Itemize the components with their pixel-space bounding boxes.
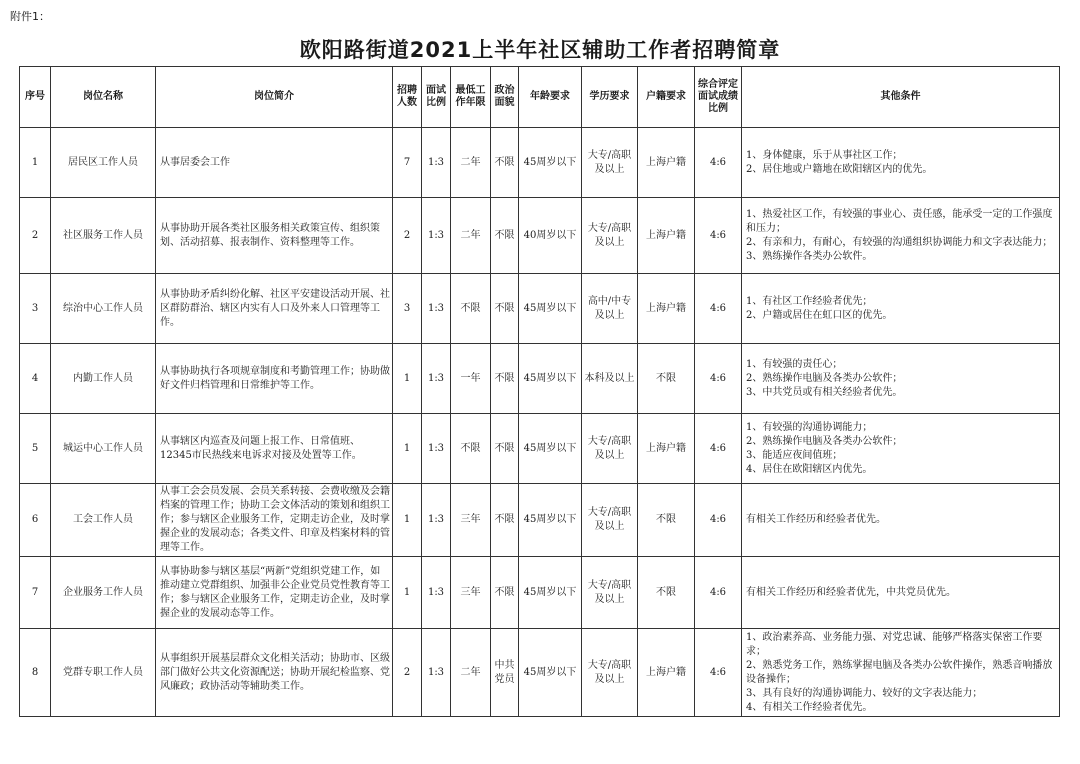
position-description: 从事协助参与辖区基层“两新”党组织党建工作，如推动建立党群组织、加强非公企业党员党性教育等工作；参与辖区企业服务工作，定期走访企业，及时掌握企业的发展动态等工作。: [156, 557, 393, 629]
hire-count: 2: [393, 629, 422, 717]
score-ratio: 4:6: [695, 128, 742, 198]
other-conditions: [742, 344, 1060, 414]
household-requirement: 不限: [638, 557, 695, 629]
interview-ratio: 1:3: [422, 629, 451, 717]
other-conditions: [742, 198, 1060, 274]
header-cell: 户籍要求: [638, 67, 695, 128]
household-requirement: 上海户籍: [638, 198, 695, 274]
condition-line: 4、有相关工作经验者优先。: [746, 701, 873, 713]
table-row: [20, 344, 1060, 414]
position-name: 内勤工作人员: [51, 344, 156, 414]
condition-line: 2、有亲和力，有耐心，有较强的沟通组织协调能力和文字表达能力；: [746, 236, 1053, 248]
household-requirement: 上海户籍: [638, 274, 695, 344]
political-status: 中共党员: [491, 629, 519, 717]
hire-count: 1: [393, 557, 422, 629]
score-ratio: 4:6: [695, 414, 742, 484]
condition-line: 1、热爱社区工作，有较强的事业心、责任感，能承受一定的工作强度和压力；: [746, 208, 1053, 234]
condition-line: 有相关工作经历和经验者优先。: [746, 514, 886, 525]
page-title: 欧阳路街道2021上半年社区辅助工作者招聘简章: [299, 38, 781, 62]
political-status: 不限: [491, 128, 519, 198]
header-cell: 序号: [20, 67, 51, 128]
table-body: [20, 128, 1060, 717]
condition-line: 1、有较强的责任心；: [746, 358, 843, 370]
condition-line: 2、居住地或户籍地在欧阳辖区内的优先。: [746, 163, 933, 175]
condition-line: 4、居住在欧阳辖区内优先。: [746, 463, 873, 475]
row-number: 5: [20, 414, 51, 484]
table-row: [20, 128, 1060, 198]
interview-ratio: 1:3: [422, 557, 451, 629]
min-work-years: 二年: [451, 629, 491, 717]
position-name: 企业服务工作人员: [51, 557, 156, 629]
condition-line: 1、有较强的沟通协调能力；: [746, 421, 873, 433]
position-description: 从事协助矛盾纠纷化解、社区平安建设活动开展、社区群防群治、辖区内实有人口及外来人口管理等工作。: [156, 274, 393, 344]
education-requirement: 大专/高职及以上: [582, 557, 638, 629]
education-requirement: 大专/高职及以上: [582, 414, 638, 484]
age-requirement: 45周岁以下: [519, 629, 582, 717]
table-row: [20, 198, 1060, 274]
score-ratio: 4:6: [695, 274, 742, 344]
position-name: 党群专职工作人员: [51, 629, 156, 717]
hire-count: 1: [393, 344, 422, 414]
age-requirement: 45周岁以下: [519, 484, 582, 557]
header-cell: 政治面貌: [491, 67, 519, 128]
header-cell: 面试比例: [422, 67, 451, 128]
hire-count: 7: [393, 128, 422, 198]
other-conditions: [742, 557, 1060, 629]
position-description: 从事组织开展基层群众文化相关活动；协助市、区级部门做好公共文化资源配送；协助开展纪检监察、党风廉政；政协活动等辅助类工作。: [156, 629, 393, 717]
other-conditions: [742, 414, 1060, 484]
condition-line: 2、熟练操作电脑及各类办公软件；: [746, 372, 903, 384]
score-ratio: 4:6: [695, 344, 742, 414]
condition-line: 2、熟悉党务工作，熟练掌握电脑及各类办公软件操作，熟悉音响播放设备操作；: [746, 659, 1053, 685]
header-cell: 其他条件: [742, 67, 1060, 128]
header-cell: 学历要求: [582, 67, 638, 128]
age-requirement: 45周岁以下: [519, 274, 582, 344]
hire-count: 1: [393, 484, 422, 557]
condition-line: 3、熟练操作各类办公软件。: [746, 250, 873, 262]
score-ratio: 4:6: [695, 557, 742, 629]
score-ratio: 4:6: [695, 629, 742, 717]
interview-ratio: 1:3: [422, 344, 451, 414]
header-cell: 招聘人数: [393, 67, 422, 128]
household-requirement: 不限: [638, 484, 695, 557]
position-name: 综治中心工作人员: [51, 274, 156, 344]
condition-line: 1、身体健康，乐于从事社区工作；: [746, 149, 903, 161]
education-requirement: 高中/中专及以上: [582, 274, 638, 344]
position-name: 居民区工作人员: [51, 128, 156, 198]
age-requirement: 40周岁以下: [519, 198, 582, 274]
header-cell: 最低工作年限: [451, 67, 491, 128]
condition-line: 2、熟练操作电脑及各类办公软件；: [746, 435, 903, 447]
hire-count: 1: [393, 414, 422, 484]
education-requirement: 大专/高职及以上: [582, 128, 638, 198]
education-requirement: 大专/高职及以上: [582, 484, 638, 557]
table-row: [20, 484, 1060, 557]
hire-count: 2: [393, 198, 422, 274]
condition-line: 2、户籍或居住在虹口区的优先。: [746, 309, 893, 321]
row-number: 8: [20, 629, 51, 717]
condition-line: 1、有社区工作经验者优先；: [746, 295, 873, 307]
political-status: 不限: [491, 484, 519, 557]
interview-ratio: 1:3: [422, 484, 451, 557]
score-ratio: 4:6: [695, 484, 742, 557]
education-requirement: 本科及以上: [582, 344, 638, 414]
other-conditions: [742, 484, 1060, 557]
header-cell: 年龄要求: [519, 67, 582, 128]
row-number: 3: [20, 274, 51, 344]
age-requirement: 45周岁以下: [519, 414, 582, 484]
position-description: 从事协助执行各项规章制度和考勤管理工作；协助做好文件归档管理和日常维护等工作。: [156, 344, 393, 414]
row-number: 2: [20, 198, 51, 274]
political-status: 不限: [491, 414, 519, 484]
interview-ratio: 1:3: [422, 128, 451, 198]
political-status: 不限: [491, 344, 519, 414]
age-requirement: 45周岁以下: [519, 128, 582, 198]
min-work-years: 三年: [451, 484, 491, 557]
row-number: 4: [20, 344, 51, 414]
other-conditions: [742, 274, 1060, 344]
household-requirement: 上海户籍: [638, 128, 695, 198]
position-description: 从事协助开展各类社区服务相关政策宣传、组织策划、活动招募、报表制作、资料整理等工作。: [156, 198, 393, 274]
header-cell: 岗位名称: [51, 67, 156, 128]
condition-line: 3、具有良好的沟通协调能力、较好的文字表达能力；: [746, 687, 983, 699]
political-status: 不限: [491, 274, 519, 344]
row-number: 1: [20, 128, 51, 198]
header-cell: 综合评定面试成绩比例: [695, 67, 742, 128]
position-name: 城运中心工作人员: [51, 414, 156, 484]
interview-ratio: 1:3: [422, 198, 451, 274]
min-work-years: 一年: [451, 344, 491, 414]
political-status: 不限: [491, 198, 519, 274]
interview-ratio: 1:3: [422, 274, 451, 344]
min-work-years: 二年: [451, 128, 491, 198]
header-row: [20, 67, 1060, 128]
min-work-years: 不限: [451, 414, 491, 484]
position-description: 从事居委会工作: [156, 128, 393, 198]
age-requirement: 45周岁以下: [519, 344, 582, 414]
table-row: [20, 557, 1060, 629]
table-row: [20, 414, 1060, 484]
min-work-years: 三年: [451, 557, 491, 629]
household-requirement: 上海户籍: [638, 629, 695, 717]
political-status: 不限: [491, 557, 519, 629]
other-conditions: [742, 629, 1060, 717]
table-row: [20, 629, 1060, 717]
attachment-label: 附件1：: [10, 10, 50, 23]
min-work-years: 二年: [451, 198, 491, 274]
header-cell: 岗位简介: [156, 67, 393, 128]
condition-line: 有相关工作经历和经验者优先，中共党员优先。: [746, 586, 956, 598]
household-requirement: 不限: [638, 344, 695, 414]
other-conditions: [742, 128, 1060, 198]
condition-line: 3、能适应夜间值班；: [746, 449, 843, 461]
score-ratio: 4:6: [695, 198, 742, 274]
household-requirement: 上海户籍: [638, 414, 695, 484]
education-requirement: 大专/高职及以上: [582, 629, 638, 717]
education-requirement: 大专/高职及以上: [582, 198, 638, 274]
position-description: 从事工会会员发展、会员关系转接、会费收缴及会籍档案的管理工作；协助工会文体活动的策划和组织工作；参与辖区企业服务工作，定期走访企业，及时掌握企业的发展动态；各类文件、印章及档案材料的管理等工作。: [156, 484, 393, 557]
hire-count: 3: [393, 274, 422, 344]
recruitment-table: [19, 66, 1060, 717]
row-number: 6: [20, 484, 51, 557]
condition-line: 3、中共党员或有相关经验者优先。: [746, 386, 903, 398]
min-work-years: 不限: [451, 274, 491, 344]
age-requirement: 45周岁以下: [519, 557, 582, 629]
table-row: [20, 274, 1060, 344]
condition-line: 1、政治素养高、业务能力强、对党忠诚、能够严格落实保密工作要求；: [746, 631, 1043, 657]
position-name: 社区服务工作人员: [51, 198, 156, 274]
position-name: 工会工作人员: [51, 484, 156, 557]
interview-ratio: 1:3: [422, 414, 451, 484]
row-number: 7: [20, 557, 51, 629]
position-description: 从事辖区内巡查及问题上报工作、日常值班、12345市民热线来电诉求对接及处置等工作。: [156, 414, 393, 484]
